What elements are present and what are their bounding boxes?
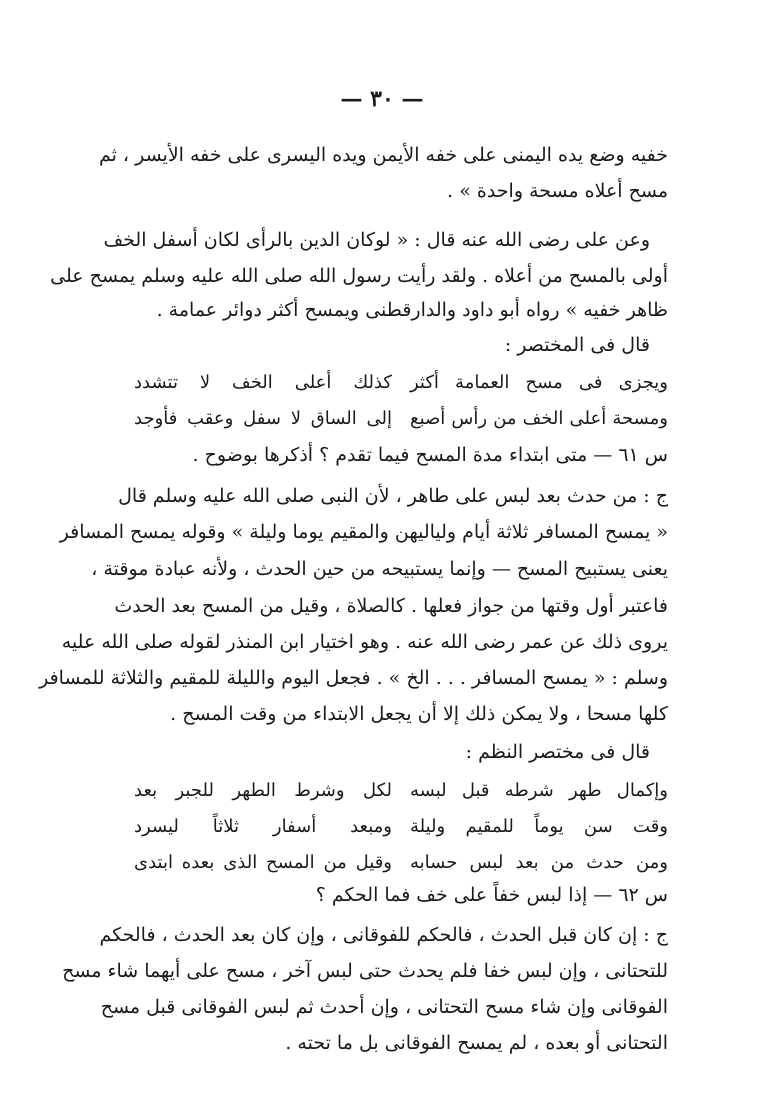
verse-line [134,404,668,434]
verse-line [134,368,668,398]
verse-line [134,848,668,878]
verse-hemistich: ومبعد أسفار ثلاثاً ليسرد [134,816,392,837]
text-line: خفيه وضع يده اليمنى على خفه الأيمن ويده اليسرى على خفه الأيسر ، ثم [98,144,668,166]
verse-hemistich: كذلك أعلى الخف لا تتشدد [134,372,392,393]
verse-hemistich: لكل وشرط الطهر للجبر بعد [134,780,392,801]
text-line: يروى ذلك عن عمر رضى الله عنه . وهو اختيار ابن المنذر لقوله صلى الله عليه [61,631,668,653]
text-line: أولى بالمسح من أعلاه . ولقد رأيت رسول الله صلى الله عليه وسلم يمسح على [50,265,668,287]
section-heading: قال فى مختصر النظم : [465,741,650,763]
verse-line [134,776,668,806]
verse-hemistich: ومسحة أعلى الخف من رأس أصبع [410,408,668,429]
verse-hemistich: ومن حدث من بعد لبس حسابه [410,852,668,873]
page-number: — ٣٠ — [340,86,424,112]
question-line: س ٦١ — متى ابتداء مدة المسح فيما تقدم ؟ أذكرها بوضوح . [192,444,668,466]
text-line: وسلم : « يمسح المسافر . . . الخ » . فجعل اليوم والليلة للمقيم والثلاثة للمسافر [39,667,668,689]
text-line: ج : إن كان قبل الحدث ، فالحكم للفوقانى ، وإن كان بعد الحدث ، فالحكم [99,924,668,946]
text-line: للتحتانى ، وإن لبس خفا فلم يحدث حتى لبس آخر ، مسح على أيهما شاء مسح [62,960,668,982]
verse-hemistich: ويجزى فى مسح العمامة أكثر [410,372,668,393]
section-heading: قال فى المختصر : [504,334,650,356]
question-line: س ٦٢ — إذا لبس خفاً على خف فما الحكم ؟ [315,884,668,906]
verse-hemistich: إلى الساق لا سفل وعقب فأوجد [134,408,392,429]
text-line: يعنى يستبيح المسح — وإنما يستبيحه من حين الحدث ، ولأنه عبادة موقتة ، [91,558,668,580]
text-line: وعن على رضى الله عنه قال : « لوكان الدين بالرأى لكان أسفل الخف [103,229,650,251]
text-line: مسح أعلاه مسحة واحدة » . [447,180,668,202]
text-line: الفوقانى وإن شاء مسح التحتانى ، وإن أحدث ثم لبس الفوقانى قبل مسح [100,996,668,1018]
text-line: التحتانى أو بعده ، لم يمسح الفوقانى بل ما تحته . [285,1032,668,1054]
text-line: ظاهر خفيه » رواه أبو داود والدارقطنى ويمسح أكثر دوائر عمامة . [156,299,668,321]
text-line: « يمسح المسافر ثلاثة أيام ولياليهن والمقيم يوما وليلة » وقوله يمسح المسافر [59,521,668,543]
verse-hemistich: وقت سن يوماً للمقيم وليلة [410,816,668,837]
text-line: كلها مسحا ، ولا يمكن ذلك إلا أن يجعل الابتداء من وقت المسح . [170,703,668,725]
text-line: فاعتبر أول وقتها من جواز فعلها . كالصلاة ، وقيل من المسح بعد الحدث [114,595,668,617]
verse-hemistich: وقيل من المسح الذى بعده ابتدى [134,852,392,873]
text-line: ج : من حدث بعد لبس على طاهر ، لأن النبى صلى الله عليه وسلم قال [118,485,668,507]
verse-hemistich: وإكمال طهر شرطه قبل لبسه [410,780,668,801]
verse-line [134,812,668,842]
